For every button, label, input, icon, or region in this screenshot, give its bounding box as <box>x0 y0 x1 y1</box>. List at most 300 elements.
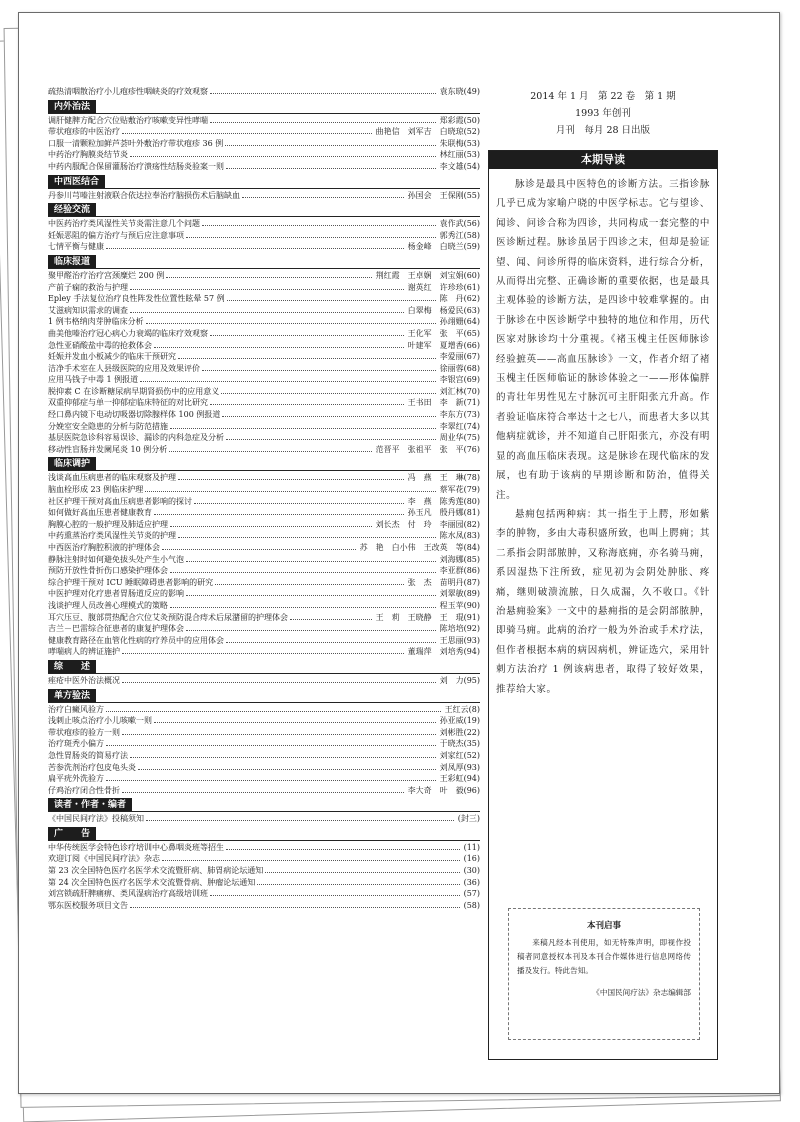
toc-entry-title: 中药治疗胸膜炎结节炎 <box>48 150 128 160</box>
toc-entry-page: (58) <box>463 230 480 240</box>
toc-entry-title: 哮喘病人的辨证施护 <box>48 647 120 657</box>
section-heading <box>48 660 480 674</box>
toc-entry-author: 李大奇 叶 毅 <box>407 785 464 795</box>
leader-dots <box>226 439 436 440</box>
toc-entry-page: (71) <box>463 398 480 408</box>
section-heading <box>48 457 480 471</box>
toc-entry[interactable] <box>48 635 480 647</box>
toc-entry-title: 双重抑郁症与单一抑郁症临床特征的对比研究 <box>48 398 208 408</box>
toc-entry[interactable] <box>48 340 480 352</box>
toc-entry-page: (78) <box>463 473 480 483</box>
toc-entry-title: 健康教育路径在血管化性病的疗养员中的应用体会 <box>48 635 224 645</box>
toc-entry-title: 刘宫锁疏肝脾痛痹、类风湿病治疗高级培训班 <box>48 889 208 899</box>
toc-entry-title: 欢迎订阅《中国民间疗法》杂志 <box>48 854 160 864</box>
toc-entry[interactable] <box>48 877 480 889</box>
toc-entry-page: (93) <box>463 762 480 772</box>
toc-entry[interactable] <box>48 577 480 589</box>
leader-dots <box>186 237 436 238</box>
section-heading <box>48 175 480 189</box>
leader-dots <box>154 722 436 723</box>
toc-entry-title: 调肝健脾方配合穴位贴敷治疗咳嗽变异性哮喘 <box>48 115 208 125</box>
toc-entry[interactable] <box>48 241 480 253</box>
toc-entry[interactable] <box>48 507 480 519</box>
toc-entry[interactable] <box>48 270 480 282</box>
toc-entry-author: 叶建军 夏增香 <box>407 340 464 350</box>
toc-entry[interactable] <box>48 530 480 542</box>
notice-signature: 《中国民间疗法》杂志编辑部 <box>592 988 691 997</box>
toc-entry-title: 如何做好高血压患者健康教育 <box>48 508 152 518</box>
section-heading-label: 临床报道 <box>48 255 96 268</box>
toc-entry-title: 吉兰－巴雷综合征患者的康复护理体会 <box>48 624 184 634</box>
toc-entry-author: 袁东晓 <box>439 87 464 96</box>
leader-dots <box>162 860 460 861</box>
toc-entry-page: (90) <box>463 600 480 610</box>
toc-entry-title: 综合护理干预对 ICU 睡眠障碍患者影响的研究 <box>48 577 214 587</box>
toc-entry[interactable] <box>48 374 480 386</box>
toc-entry-page: (19) <box>463 716 480 726</box>
section-heading-label: 单方验法 <box>48 689 96 702</box>
toc-entry[interactable] <box>48 472 480 484</box>
leader-dots <box>194 503 404 504</box>
toc-entry-page: (82) <box>463 519 480 529</box>
toc-entry[interactable] <box>48 865 480 877</box>
notice-title: 本刊启事 <box>586 921 621 931</box>
leader-dots <box>154 347 404 348</box>
toc-entry-page: (16) <box>463 854 480 864</box>
leader-dots <box>178 537 436 538</box>
toc-entry-title: 中药内服配合保留灌肠治疗溃疡性结肠炎验案一则 <box>48 161 224 171</box>
toc-entry-author: 孙翊姗 <box>439 317 464 327</box>
toc-entry-author: 于晓杰 <box>439 739 464 749</box>
toc-entry-author: 林红丽 <box>439 150 464 160</box>
toc-entry-author: 郑彩霞 <box>439 115 464 125</box>
toc-entry-author: 蔡军花 <box>439 485 464 495</box>
toc-entry-page: (94) <box>463 647 480 657</box>
toc-entry-page: (62) <box>463 294 480 304</box>
toc-entry-author: 周业华 <box>439 433 464 443</box>
section-heading <box>48 203 480 217</box>
leader-dots <box>154 514 404 515</box>
toc-entry-page: (8) <box>468 704 480 714</box>
toc-entry-author: 冯 燕 王 琳 <box>407 473 464 483</box>
toc-entry-title: 胸膜心腔的一般护理及肺适应护理 <box>48 519 168 529</box>
toc-entry-author: 刘 力 <box>439 675 464 685</box>
toc-entry-title: 1 例韦格纳肉芽肿临床分析 <box>48 317 144 327</box>
toc-entry-page: (70) <box>463 386 480 396</box>
toc-entry-title: 急性胃肠炎的简易疗法 <box>48 750 128 760</box>
toc-entry-title: 妊娠恶阻的偏方治疗与预后应注意事项 <box>48 230 184 240</box>
toc-entry-page: (89) <box>463 589 480 599</box>
leader-dots <box>162 549 356 550</box>
toc-entry-author: 刘汇林 <box>439 386 464 396</box>
leader-dots <box>186 561 436 562</box>
toc-entry-author: 董瑞萍 刘培秀 <box>407 647 464 657</box>
leader-dots <box>130 907 460 908</box>
toc-entry-author: 李翠红 <box>439 421 464 431</box>
toc-entry-author: 刘彬胜 <box>439 727 464 737</box>
toc-entry-author: 苏 艳 白小伟 王改英 等 <box>359 543 464 552</box>
toc-entry[interactable] <box>48 588 480 600</box>
toc-entry-author: 徐丽蓉 <box>439 363 464 373</box>
toc-entry[interactable] <box>48 293 480 305</box>
toc-entry-page: (91) <box>463 612 480 622</box>
leader-dots <box>170 428 436 429</box>
toc-entry-title: 静脉注射时如何避免拔头处产生小气泡 <box>48 554 184 564</box>
toc-entry-author: 李文雄 <box>439 161 464 171</box>
toc-entry-author: 王书田 李 新 <box>407 398 464 408</box>
leader-dots <box>186 595 436 596</box>
toc-entry-page: (83) <box>463 531 480 541</box>
toc-entry-author: 曲艳信 刘军吉 白晓琼 <box>375 127 464 137</box>
toc-entry-page: (56) <box>463 219 480 229</box>
leader-dots <box>227 300 436 301</box>
toc-entry[interactable] <box>48 86 480 98</box>
toc-entry-title: 移动性盲肠并发阑尾炎 10 例分析 <box>48 444 168 454</box>
toc-entry-author: 袁作武 <box>439 219 464 229</box>
guide-body <box>489 169 717 699</box>
toc-entry-page: (74) <box>463 421 480 431</box>
toc-entry[interactable] <box>48 715 480 727</box>
toc-entry[interactable] <box>48 351 480 363</box>
toc-entry[interactable] <box>48 386 480 398</box>
section-heading <box>48 689 480 703</box>
toc-entry[interactable] <box>48 316 480 328</box>
toc-entry-author: 刘凤厚 <box>439 762 464 772</box>
toc-entry-page: (58) <box>463 900 480 910</box>
toc-entry[interactable] <box>48 496 480 508</box>
toc-entry-page: (64) <box>463 317 480 327</box>
leader-dots <box>226 849 460 850</box>
toc-entry-title: 扁平疣外洗验方 <box>48 774 104 784</box>
toc-entry-title: 急性亚硝酸盐中毒的抢救体会 <box>48 340 152 350</box>
toc-entry[interactable] <box>48 842 480 854</box>
section-heading <box>48 255 480 269</box>
toc-entry-author: 白翠梅 杨爱民 <box>407 305 464 315</box>
founded-line: 1993 年创刊 <box>575 108 631 119</box>
toc-entry-title: 产前子痫的救治与护理 <box>48 282 128 292</box>
notice-body: 来稿凡经本刊使用，如无特殊声明，即视作投稿者同意授权本刊及本刊合作媒体进行信息网络传播及发行。特此告知。 <box>517 938 691 975</box>
toc-entry-title: 基层医院急诊科容易误诊、漏诊的内科急症及分析 <box>48 433 224 443</box>
toc-entry-author: 刘家红 <box>439 750 464 760</box>
leader-dots <box>202 225 436 226</box>
toc-entry-page: (73) <box>463 410 480 420</box>
toc-entry[interactable] <box>48 149 480 161</box>
toc-entry[interactable] <box>48 230 480 242</box>
toc-entry-title: 中药熏蒸治疗类风湿性关节炎的护理 <box>48 531 176 541</box>
leader-dots <box>290 619 372 620</box>
toc-entry[interactable] <box>48 397 480 409</box>
leader-dots <box>170 607 436 608</box>
leader-dots <box>242 197 404 198</box>
toc-entry[interactable] <box>48 762 480 774</box>
frequency-line: 月刊 每月 28 日出版 <box>555 125 651 136</box>
issue-line: 2014 年 1 月 第 22 卷 第 1 期 <box>530 91 676 102</box>
toc-entry-page: (55) <box>463 190 480 200</box>
section-heading-label: 内外治法 <box>48 100 96 113</box>
leader-dots <box>166 277 371 278</box>
toc-entry-author: 李 燕 陈秀莲 <box>407 496 464 506</box>
toc-entry-author: 李亚群 <box>439 566 464 576</box>
toc-entry-title: 中医药治疗类风湿性关节炎需注意几个问题 <box>48 219 200 229</box>
toc-entry[interactable] <box>48 554 480 566</box>
toc-entry-author: 李东方 <box>439 410 464 420</box>
leader-dots <box>130 757 436 758</box>
toc-entry[interactable] <box>48 750 480 762</box>
toc-entry-title: 浅谈护理人员改善心理模式的策略 <box>48 600 168 610</box>
toc-entry-title: 预防开放性骨折伤口感染护理体会 <box>48 566 168 576</box>
leader-dots <box>140 381 435 382</box>
leader-dots <box>210 93 436 94</box>
toc-entry-title: 曲美他嗪治疗冠心病心力衰竭的临床疗效观察 <box>48 328 208 338</box>
table-of-contents <box>48 86 480 911</box>
leader-dots <box>106 745 436 746</box>
toc-entry[interactable] <box>48 519 480 531</box>
leader-dots <box>122 133 372 134</box>
leader-dots <box>210 122 436 123</box>
toc-entry[interactable] <box>48 421 480 433</box>
toc-entry-title: 社区护理干预对高血压病患者影响的探讨 <box>48 496 192 506</box>
toc-entry-title: 带状疱疹的验方一则 <box>48 727 120 737</box>
leader-dots <box>178 479 404 480</box>
toc-entry-page: (49) <box>463 87 480 96</box>
leader-dots <box>122 734 436 735</box>
section-heading-label: 综 述 <box>48 660 96 673</box>
toc-entry-page: (11) <box>463 842 480 852</box>
toc-entry[interactable] <box>48 646 480 658</box>
leader-dots <box>202 370 436 371</box>
toc-entry[interactable] <box>48 328 480 340</box>
toc-entry-page: (76) <box>463 444 480 454</box>
leader-dots <box>106 711 441 712</box>
toc-entry-page: (95) <box>463 675 480 685</box>
leader-dots <box>222 416 435 417</box>
toc-entry-title: 苦参洗剂治疗包皮龟头炎 <box>48 762 136 772</box>
toc-entry-author: 陈培培 <box>439 624 464 634</box>
section-heading-label: 中西医结合 <box>48 175 105 188</box>
toc-entry[interactable] <box>48 813 480 825</box>
toc-entry[interactable] <box>48 565 480 577</box>
leader-dots <box>146 323 436 324</box>
toc-entry-title: 分娩室安全隐患的分析与防范措施 <box>48 421 168 431</box>
toc-entry[interactable] <box>48 409 480 421</box>
toc-entry[interactable] <box>48 305 480 317</box>
toc-entry-page: (65) <box>463 328 480 338</box>
toc-entry-page: (35) <box>463 739 480 749</box>
leader-dots <box>170 572 436 573</box>
toc-entry-title: 耳穴压豆、腹部贯热配合穴位艾灸预防混合痔术后尿潴留的护理体会 <box>48 612 288 622</box>
toc-entry-page: (52) <box>463 750 480 760</box>
toc-entry-title: 经口鼻内镜下电动切吸器切除腺样体 100 例报道 <box>48 410 221 420</box>
toc-entry-page: (66) <box>463 340 480 350</box>
leader-dots <box>221 393 435 394</box>
toc-entry-page: (68) <box>463 363 480 373</box>
toc-entry-title: 七情平衡与健康 <box>48 242 104 252</box>
leader-dots <box>210 404 404 405</box>
toc-entry-title: 第 23 次全国特色医疗名医学术交流暨肝病、肺胃病论坛通知 <box>48 866 264 876</box>
section-heading-label: 读者・作者・编者 <box>48 798 132 811</box>
toc-entry-page: (57) <box>463 889 480 899</box>
toc-entry-page: (94) <box>463 774 480 784</box>
toc-entry-page: (22) <box>463 727 480 737</box>
toc-entry-author: 王彩虹 <box>439 774 464 784</box>
guide-paragraph-abscess: 悬痈包括两种病：其一指生于上腭，形如紫李的肿物，多由大毒积盛所致，也叫上腭痈；其二系指会阴部脓肿，又称海底痈，亦名骑马痈，系因湿热下注所致，症见初为会阴处肿胀、疼痛，继则破溃流脓，日久成漏，久不收口。《针治悬痈验案》一文中的悬痈指的是会阴部脓肿，即骑马痈。此病的治疗一般为外治或手术疗法，但作者根据本病的病因病机，辨证选穴，采用针刺方法治疗 1 例该病患者，取得了较好效果，推荐给大家。 <box>496 508 710 695</box>
toc-entry-title: 浅刺止咳点治疗小儿咳嗽一则 <box>48 716 152 726</box>
toc-entry-title: 艾滋病知识需求的调查 <box>48 305 128 315</box>
leader-dots <box>145 491 435 492</box>
toc-entry[interactable] <box>48 623 480 635</box>
toc-entry-page: (60) <box>463 270 480 280</box>
toc-entry-title: 治疗斑秃小偏方 <box>48 739 104 749</box>
toc-entry-author: 王思丽 <box>439 635 464 645</box>
toc-entry-title: 仔鸡治疗闭合性骨折 <box>48 785 120 795</box>
toc-entry-title: 治疗白癜风验方 <box>48 704 104 714</box>
toc-entry-title: 疏热清咽散治疗小儿疱疹性咽峡炎的疗效观察 <box>48 87 208 96</box>
toc-entry-author: 郭秀江 <box>439 230 464 240</box>
toc-entry-title: 痤疮中医外治法概况 <box>48 675 120 685</box>
toc-entry-author: 荆红霞 王卓娴 刘宝娟 <box>375 270 464 280</box>
toc-entry-title: 带状疱疹的中医治疗 <box>48 127 120 137</box>
toc-entry-title: 第 24 次全国特色医疗名医学术交流暨骨病、肿瘤论坛通知 <box>48 877 256 887</box>
toc-entry-author: 陈水凤 <box>439 531 464 541</box>
toc-entry-page: (59) <box>463 242 480 252</box>
toc-entry[interactable] <box>48 542 480 554</box>
leader-dots <box>106 248 404 249</box>
leader-dots <box>130 289 404 290</box>
toc-entry[interactable] <box>48 138 480 150</box>
toc-entry-author: 谢英红 许珍珍 <box>407 282 464 292</box>
leader-dots <box>226 168 436 169</box>
toc-entry[interactable] <box>48 704 480 716</box>
toc-entry-page: (80) <box>463 496 480 506</box>
leader-dots <box>170 526 372 527</box>
toc-entry[interactable] <box>48 444 480 456</box>
leader-dots <box>215 584 403 585</box>
toc-entry-author: 王化军 张 平 <box>407 328 464 338</box>
toc-entry-title: 中西医治疗胸腔积液的护理体会 <box>48 543 160 552</box>
journal-notice <box>508 908 700 1040</box>
toc-entry[interactable] <box>48 727 480 739</box>
toc-entry-author: 张 杰 苗明丹 <box>407 577 464 587</box>
masthead <box>492 88 714 139</box>
toc-entry-author: 刘长杰 付 玲 李丽园 <box>375 519 464 529</box>
toc-entry-title: 中医护理对化疗患者胃肠道反应的影响 <box>48 589 184 599</box>
toc-entry-title: 洁净手术室在人县级医院的应用及效果评价 <box>48 363 200 373</box>
toc-entry[interactable] <box>48 888 480 900</box>
toc-entry-page: (61) <box>463 282 480 292</box>
toc-entry-author: 刘翠敏 <box>439 589 464 599</box>
toc-entry-author: 王红云 <box>444 704 469 714</box>
toc-entry-title: 浅谈高血压病患者的临床观察及护理 <box>48 473 176 483</box>
toc-entry-author: 陈 丹 <box>439 294 464 304</box>
leader-dots <box>178 358 436 359</box>
toc-entry-author: 李银宫 <box>439 375 464 385</box>
section-heading-label: 广 告 <box>48 827 96 840</box>
toc-entry-title: Epley 手法复位治疗良性阵发性位置性眩晕 57 例 <box>48 294 225 304</box>
toc-entry[interactable] <box>48 612 480 624</box>
toc-entry[interactable] <box>48 363 480 375</box>
toc-entry-page: (96) <box>463 785 480 795</box>
leader-dots <box>146 820 454 821</box>
toc-entry-page: (75) <box>463 433 480 443</box>
section-heading-label: 临床调护 <box>48 457 96 470</box>
leader-dots <box>122 653 404 654</box>
toc-entry[interactable] <box>48 900 480 912</box>
toc-entry-author: 朱联梅 <box>439 138 464 148</box>
toc-entry-title: 脱抑素 C 在诊断糖尿病早期肾损伤中的应用意义 <box>48 386 220 396</box>
guide-paragraph-pulse: 脉诊是最具中医特色的诊断方法。三指诊脉几乎已成为家喻户晓的中医学标志。它与望诊、闻诊、问诊合称为四诊，共同构成一套完整的中医诊断过程。脉诊虽居于四诊之末，但却是验证望、闻、问诊所得的临床资料，进行综合分析，从而得出完整、正确诊断的重要依据，也是最具主观体验的诊断方法，是四诊中较难掌握的。由于脉诊在中医诊断学中独特的地位和作用，历代医家对脉诊均十分重视。《褚玉槐主任医师脉诊经验摭英——高血压脉诊》一文，作者介绍了褚玉槐主任医师临证的脉诊体验之一——形体偏胖的青壮年男性见左寸脉沉可主肝阳张亢升高。作者验证临床符合率达十之七八，而患者大多以其他病症就诊，并不知道自己肝阳张亢，亦没有明显的高血压临床表现。这是脉诊在现代临床的发展，也有助于该病的早期诊断和防治，值得关注。 <box>496 179 710 501</box>
toc-entry[interactable] <box>48 282 480 294</box>
toc-entry-page: (81) <box>463 508 480 518</box>
toc-entry-page: (67) <box>463 352 480 362</box>
toc-entry[interactable] <box>48 773 480 785</box>
leader-dots <box>225 145 435 146</box>
section-heading-label: 经验交流 <box>48 203 96 216</box>
section-heading <box>48 100 480 114</box>
toc-entry-title: 聚甲醛治疗治疗宫颈糜烂 200 例 <box>48 270 165 280</box>
toc-entry-title: 《中国民间疗法》投稿须知 <box>48 814 144 824</box>
toc-entry-title: 应用马钱子中毒 1 例报道 <box>48 375 139 385</box>
toc-entry-title: 妊娠并发血小板减少的临床干预研究 <box>48 352 176 362</box>
toc-entry-page: (50) <box>463 115 480 125</box>
toc-entry[interactable] <box>48 432 480 444</box>
toc-entry-title: 丹参川芎嗪注射液联合依达拉奉治疗脑损伤术后脑缺血 <box>48 190 240 200</box>
toc-entry[interactable] <box>48 161 480 173</box>
toc-entry[interactable] <box>48 190 480 202</box>
toc-entry[interactable] <box>48 738 480 750</box>
toc-entry[interactable] <box>48 484 480 496</box>
section-heading <box>48 798 480 812</box>
toc-entry-title: 鄂东医校服务项目文告 <box>48 900 128 910</box>
leader-dots <box>210 895 460 896</box>
leader-dots <box>130 156 436 157</box>
toc-entry[interactable] <box>48 785 480 797</box>
toc-entry-author: 李爱丽 <box>439 352 464 362</box>
toc-entry-page: (封三) <box>457 814 480 824</box>
toc-entry-author: 王 莉 王晓静 王 琨 <box>375 612 464 622</box>
toc-entry-author: 孙亚威 <box>439 716 464 726</box>
toc-entry-page: (86) <box>463 566 480 576</box>
toc-entry-author: 孙国会 王保刚 <box>407 190 464 200</box>
toc-entry-page: (53) <box>463 138 480 148</box>
toc-entry-page: (84) <box>463 543 480 552</box>
toc-entry[interactable] <box>48 126 480 138</box>
toc-entry-title: 口服一清颗粒加鲜芦荟叶外敷治疗带状疱疹 36 例 <box>48 138 224 148</box>
leader-dots <box>210 335 404 336</box>
toc-entry-page: (54) <box>463 161 480 171</box>
leader-dots <box>130 312 404 313</box>
toc-entry[interactable] <box>48 853 480 865</box>
toc-entry[interactable] <box>48 600 480 612</box>
guide-title: 本期导读 <box>489 151 717 169</box>
leader-dots <box>106 780 436 781</box>
toc-entry-author: 范晋平 张祖平 张 平 <box>375 444 464 454</box>
leader-dots <box>186 630 436 631</box>
leader-dots <box>138 769 436 770</box>
toc-entry-page: (52) <box>463 127 480 137</box>
toc-entry-author: 刘海娜 <box>439 554 464 564</box>
leader-dots <box>169 451 371 452</box>
leader-dots <box>122 792 404 793</box>
leader-dots <box>122 682 436 683</box>
section-heading <box>48 827 480 841</box>
toc-entry[interactable] <box>48 218 480 230</box>
leader-dots <box>226 642 436 643</box>
toc-entry[interactable] <box>48 675 480 687</box>
toc-entry-page: (87) <box>463 577 480 587</box>
toc-entry[interactable] <box>48 115 480 127</box>
toc-entry-title: 中华传统医学会特色诊疗培训中心鼻咽炎班等招生 <box>48 842 224 852</box>
leader-dots <box>265 872 459 873</box>
